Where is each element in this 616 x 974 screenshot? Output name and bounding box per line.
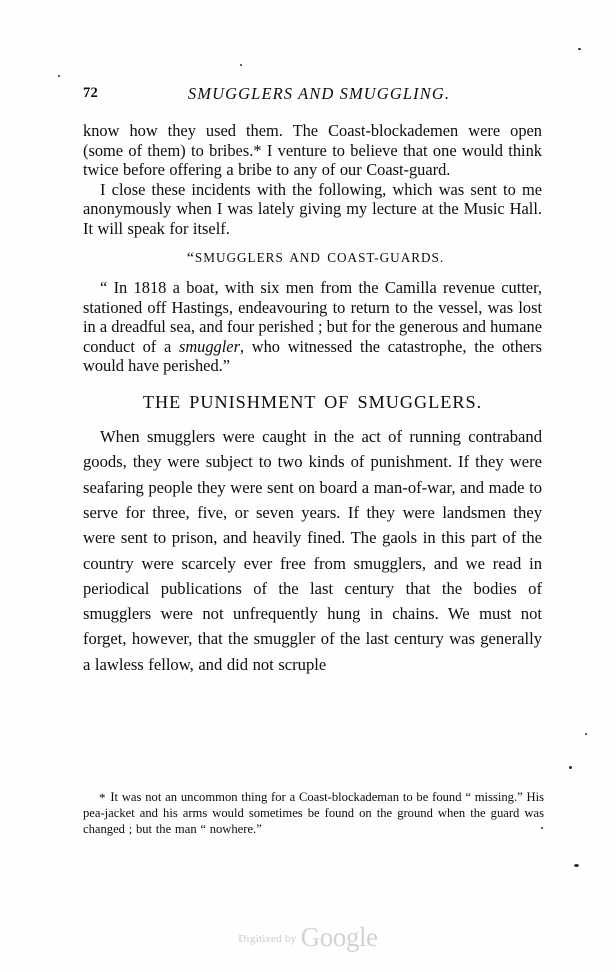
opening-quotation-mark: “ [186, 250, 195, 268]
paragraph-closing-incidents: I close these incidents with the following, which was sent to me anonymously when I was lately giving my lecture at the Music Hall. It will speak for itself. [83, 179, 542, 238]
watermark-prefix: Digitized by [238, 933, 297, 945]
spacer [83, 376, 542, 390]
anecdote-title [83, 248, 542, 268]
scan-speck [58, 75, 60, 77]
anecdote-text-first: “ In 1818 a boat, with six men from the Camilla revenue cutter, stationed off Hastings, endeavouring to return to the vessel, was lost in a dreadful sea, and four perished ; but for the generous and humane conduct of a [83, 278, 542, 356]
footnote-text: It was not an uncommon thing for a Coast-blockademan to be found “ missing.” His pea-jacket and his arms would sometimes be found on the ground when the guard was changed ; but the man “ nowhere.” [83, 790, 544, 836]
footnote-marker: * [99, 790, 106, 805]
scan-speck [585, 733, 587, 735]
scan-speck [569, 766, 572, 769]
page-number: 72 [83, 85, 98, 101]
scan-speck [578, 48, 581, 50]
text-column [83, 121, 542, 677]
paragraph-continuation: know how they used them. The Coast-blockademen were open (some of them) to bribes.* I venture to believe that one would think twice before offering a bribe to any of our Coast-guard. [83, 121, 542, 180]
scan-speck [541, 827, 543, 829]
scan-speck [574, 864, 579, 867]
spacer [83, 238, 542, 248]
running-head [83, 84, 541, 106]
paragraph-anecdote [83, 278, 542, 376]
scan-speck [240, 64, 242, 66]
anecdote-title-text: SMUGGLERS AND COAST-GUARDS. [194, 250, 445, 266]
section-heading: THE PUNISHMENT OF SMUGGLERS. [142, 392, 483, 413]
spacer [83, 414, 542, 424]
spacer [83, 268, 542, 278]
footnote [83, 790, 544, 838]
paragraph-punishment: When smugglers were caught in the act of running contraband goods, they were subject to two kinds of punishment. If they were seafaring people they were sent on board a man-of-war, and made to serve for three, five, or seven years. If they were landsmen they were sent to prison, and heavily fined. The gaols in this part of the country were scarcely ever free from smugglers, and we read in periodical publications of the last century that the bodies of smugglers were not unfrequently hung in chains. We must not forget, however, that the smuggler of the last century was generally a lawless fellow, and did not scruple [83, 427, 542, 674]
running-head-title: SMUGGLERS AND SMUGGLING. [187, 84, 451, 103]
watermark-brand: Google [300, 922, 378, 952]
emphasis-smuggler: smuggler [178, 336, 240, 356]
google-watermark [0, 922, 616, 953]
anecdote-text-last: , who witnessed the catastrophe, the others would have perished.” [83, 336, 542, 376]
